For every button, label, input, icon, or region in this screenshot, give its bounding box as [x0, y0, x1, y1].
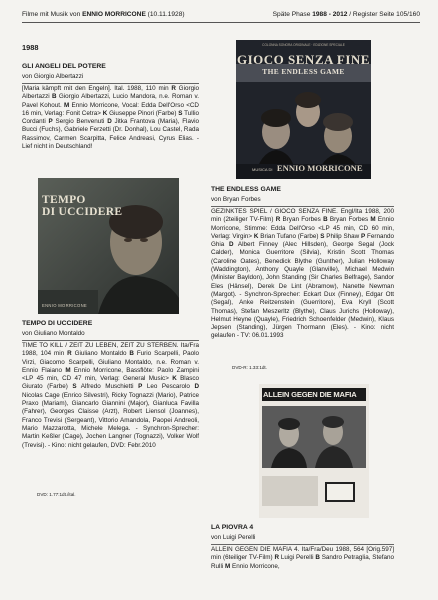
entry-paragraph [211, 546, 394, 571]
entry-title-endless: THE ENDLESS GAME [211, 186, 281, 193]
entry-title-angeli: GLI ANGELI DEL POTERE [22, 63, 106, 70]
entry-credit-angeli: von Giorgio Albertazzi [22, 73, 84, 80]
entry-credit-piovra: von Luigi Perelli [211, 534, 256, 541]
header-right: Späte Phase 1988 - 2012 / Register Seite 105/160 [272, 11, 420, 18]
entry-title-uccidere: TEMPO DI UCCIDERE [22, 320, 93, 327]
poster-uccidere-title: TEMPO DI UCCIDERE [42, 194, 123, 218]
entry-text-run: Ennio Morricone, Stimme: Edda Dell'Orso <LP 45 min, CD 60 min, Verlag: Virgin> [211, 216, 395, 240]
entry-text-run: TIME TO KILL / ZEIT ZU LEBEN, ZEIT ZU STERBEN. Ita/Fra 1988, 104 min [22, 342, 199, 358]
poster-endless-subtitle: THE ENDLESS GAME [262, 67, 345, 76]
entry-body-piovra [211, 546, 394, 571]
credit-role-marker: M [65, 366, 71, 374]
poster-endless-game [236, 40, 371, 179]
credit-role-marker: M [370, 216, 376, 224]
entry-title-piovra: LA PIOVRA 4 [211, 524, 254, 531]
credit-role-marker: M [63, 101, 70, 109]
credit-role-marker: K [172, 375, 177, 383]
entry-text-run: Tullio Cordanti [22, 109, 199, 126]
entry-body-angeli [22, 85, 199, 151]
entry-text-run: ALLEIN GEGEN DIE MAFIA 4. Ita/Fra/Deu 1988, 564 [Orig.597] min (6teiliger TV-Film) [211, 546, 394, 562]
entry-text-run: Furio Scarpelli, Paolo Virzi, Giacomo Scarpelli, Giuliano Montaldo, n.e. Roman v. Ennio Flaiano [22, 350, 199, 374]
entry-paragraph [22, 342, 199, 450]
credit-role-marker: B [323, 216, 328, 224]
credit-role-marker: K [253, 232, 259, 240]
credit-role-marker: B [51, 93, 57, 101]
poster-piovra-title: ALLEIN GEGEN DIE MAFIA [263, 390, 357, 399]
entry-text-run: [Maria kämpft mit den Engeln]. Ital. 1988, 110 min [22, 85, 172, 92]
entry-divider-uccidere [22, 340, 199, 341]
entry-text-run: Philip Shaw [324, 232, 362, 240]
entry-text-run: Giuliano Montaldo [71, 350, 130, 358]
entry-text-run: Fernando Ghia [211, 232, 394, 249]
credit-role-marker: R [67, 350, 72, 358]
poster-la-piovra [259, 384, 369, 518]
entry-text-run: Nicolas Cage (Enrico Silvestri), Ricky Tognazzi (Mario), Patrice Praxo (Mariam), Giancarlo Giannini (Major), Gianluca Favilla (Fahrer), Georges Claisse (Arzt), Robert Liensol (Joannes), Franco Trevisi (Sergeant), Vittorio Amandola, Paopei Andreoli, Mario Mazzarotta, Michele Melega. - Synchron-Sprecher: Martin Keßler (Cage), Jochen Langner (Tognazzi), Volker Wolf (Trevisi). - Kino: nicht gelaufen, DVD: Febr.2010 [22, 391, 199, 449]
header-rule [22, 22, 420, 23]
credit-role-marker: D [194, 383, 199, 391]
credit-role-marker: P [138, 383, 143, 391]
entry-divider-endless [211, 206, 394, 207]
credit-role-marker: R [171, 85, 176, 92]
credit-role-marker: M [225, 562, 231, 570]
entry-text-run: Sergio Benvenuti [52, 118, 108, 126]
credit-role-marker: R [274, 554, 280, 562]
poster-uccidere-credit: ENNIO MORRICONE [42, 303, 87, 308]
entry-text-run: Luigi Perelli [279, 554, 316, 562]
poster-endless-title: GIOCO SENZA FINE [237, 52, 370, 67]
credit-role-marker: B [129, 350, 134, 358]
credit-role-marker: S [320, 232, 325, 240]
page-header [22, 11, 420, 18]
credit-role-marker: R [275, 216, 281, 224]
entry-paragraph [211, 208, 394, 341]
entry-divider-piovra [211, 544, 394, 545]
entry-text-run: Blasco Giurato (Farbe) [22, 375, 199, 391]
entry-text-run: Giuseppe Pinori (Farbe) [107, 109, 179, 117]
entry-text-run: Alfredo Muschietti [76, 383, 139, 391]
entry-text-run: Sandro Petraglia, Stefano Rulli [211, 554, 394, 570]
credit-role-marker: P [48, 118, 53, 126]
credit-role-marker: S [72, 383, 77, 391]
credit-role-marker: K [102, 109, 108, 117]
entry-text-run: Jitka Frantova (Maria), Flavio Bucci (Fuchs), Gabriele Ferzetti (Dr. Donhal), Lou Castel, Rada Rassimov, Carmen Scarpitta, Felice Andreasi, Cyrus Elias. - Lief nicht in Deutschland! [22, 118, 199, 151]
credit-role-marker: P [361, 232, 366, 240]
entry-text-run: Albert Finney (Alec Hillsden), George Segal (Jock Calder), Monica Guerritore (Silvia), Kristin Scott Thomas (Caroline Oates), Benedick Blythe (Gunther), Julian Holloway (Waddington), Anthony Quayle (Glanville), Michael Medwin (Minister Bayldon), John Standing (Sir Charles Belfrage), Sandor Eles (Hänsel), Derek De Lint (Abramow), Nanette Newman (Margot). - Synchron-Sprecher: Eckart Dux (Finney), Edgar Ott (Segal), Anke Reitzenstein (Guerritore), Eva Kryll (Scott Thomas), Stefan Meszerltz (Blythe), Claus Jurichs (Holloway), Helmut Heyne (Quayle), Friedrich Schoenfelder (Medwin), Klaus Jepsen (Standing), Jürgen Thormann (Eles). - Kino: nicht gelaufen - TV: 06.01.1993 [211, 241, 394, 340]
dvd-note-uccidere: DVD: 1.77:1dt./ital. [37, 492, 76, 497]
entry-text-run: Bryan Forbes [280, 216, 324, 224]
entry-text-run: Bryan Forbes [327, 216, 371, 224]
entry-text-run: Giorgio Albertazzi, Lucio Mandora, n.e. Roman v. Pavel Kohout. [22, 93, 199, 109]
credit-role-marker: S [178, 109, 183, 117]
entry-text-run: Brian Tufano (Farbe) [258, 232, 321, 240]
entry-paragraph [22, 85, 199, 151]
entry-text-run: Giorgio Albertazzi [22, 85, 199, 101]
entry-text-run: Ennio Morricone, Bassflöte: Paolo Zampini <LP 45 min, CD 47 min, Verlag: General Music> [22, 366, 199, 383]
entry-text-run: Leo Pescarolo [142, 383, 195, 391]
poster-endless-top: COLONNA SONORA ORIGINALE · EDIZIONE SPECIALE [262, 43, 345, 47]
entry-text-run: GEZINKTES SPIEL / GIOCO SENZA FINE. Engl/Ita 1988, 200 min (2teiliger TV-Film) [211, 208, 394, 224]
entry-text-run: Ennio Morricone, [230, 562, 280, 570]
credit-role-marker: D [107, 118, 112, 126]
header-left: Filme mit Musik von ENNIO MORRICONE (10.11.1928) [22, 11, 185, 18]
entry-text-run: Ennio Morricone, Vocal: Edda Dell'Orso <CD 16 min, Verlag: Fonit Cetra> [22, 101, 199, 117]
entry-body-uccidere [22, 342, 199, 450]
credit-role-marker: B [315, 554, 320, 562]
year-heading: 1988 [22, 43, 39, 52]
entry-divider-angeli [22, 83, 199, 84]
entry-credit-endless: von Bryan Forbes [211, 196, 261, 203]
credit-role-marker: D [228, 241, 234, 249]
poster-endless-composer: MUSICA DI ENNIO MORRICONE [252, 163, 363, 173]
dvd-note-endless: DVD-R: 1.33:1dt. [232, 365, 267, 370]
entry-credit-uccidere: von Giuliano Montaldo [22, 330, 85, 337]
entry-body-endless [211, 208, 394, 341]
poster-tempo-di-uccidere [38, 178, 179, 314]
